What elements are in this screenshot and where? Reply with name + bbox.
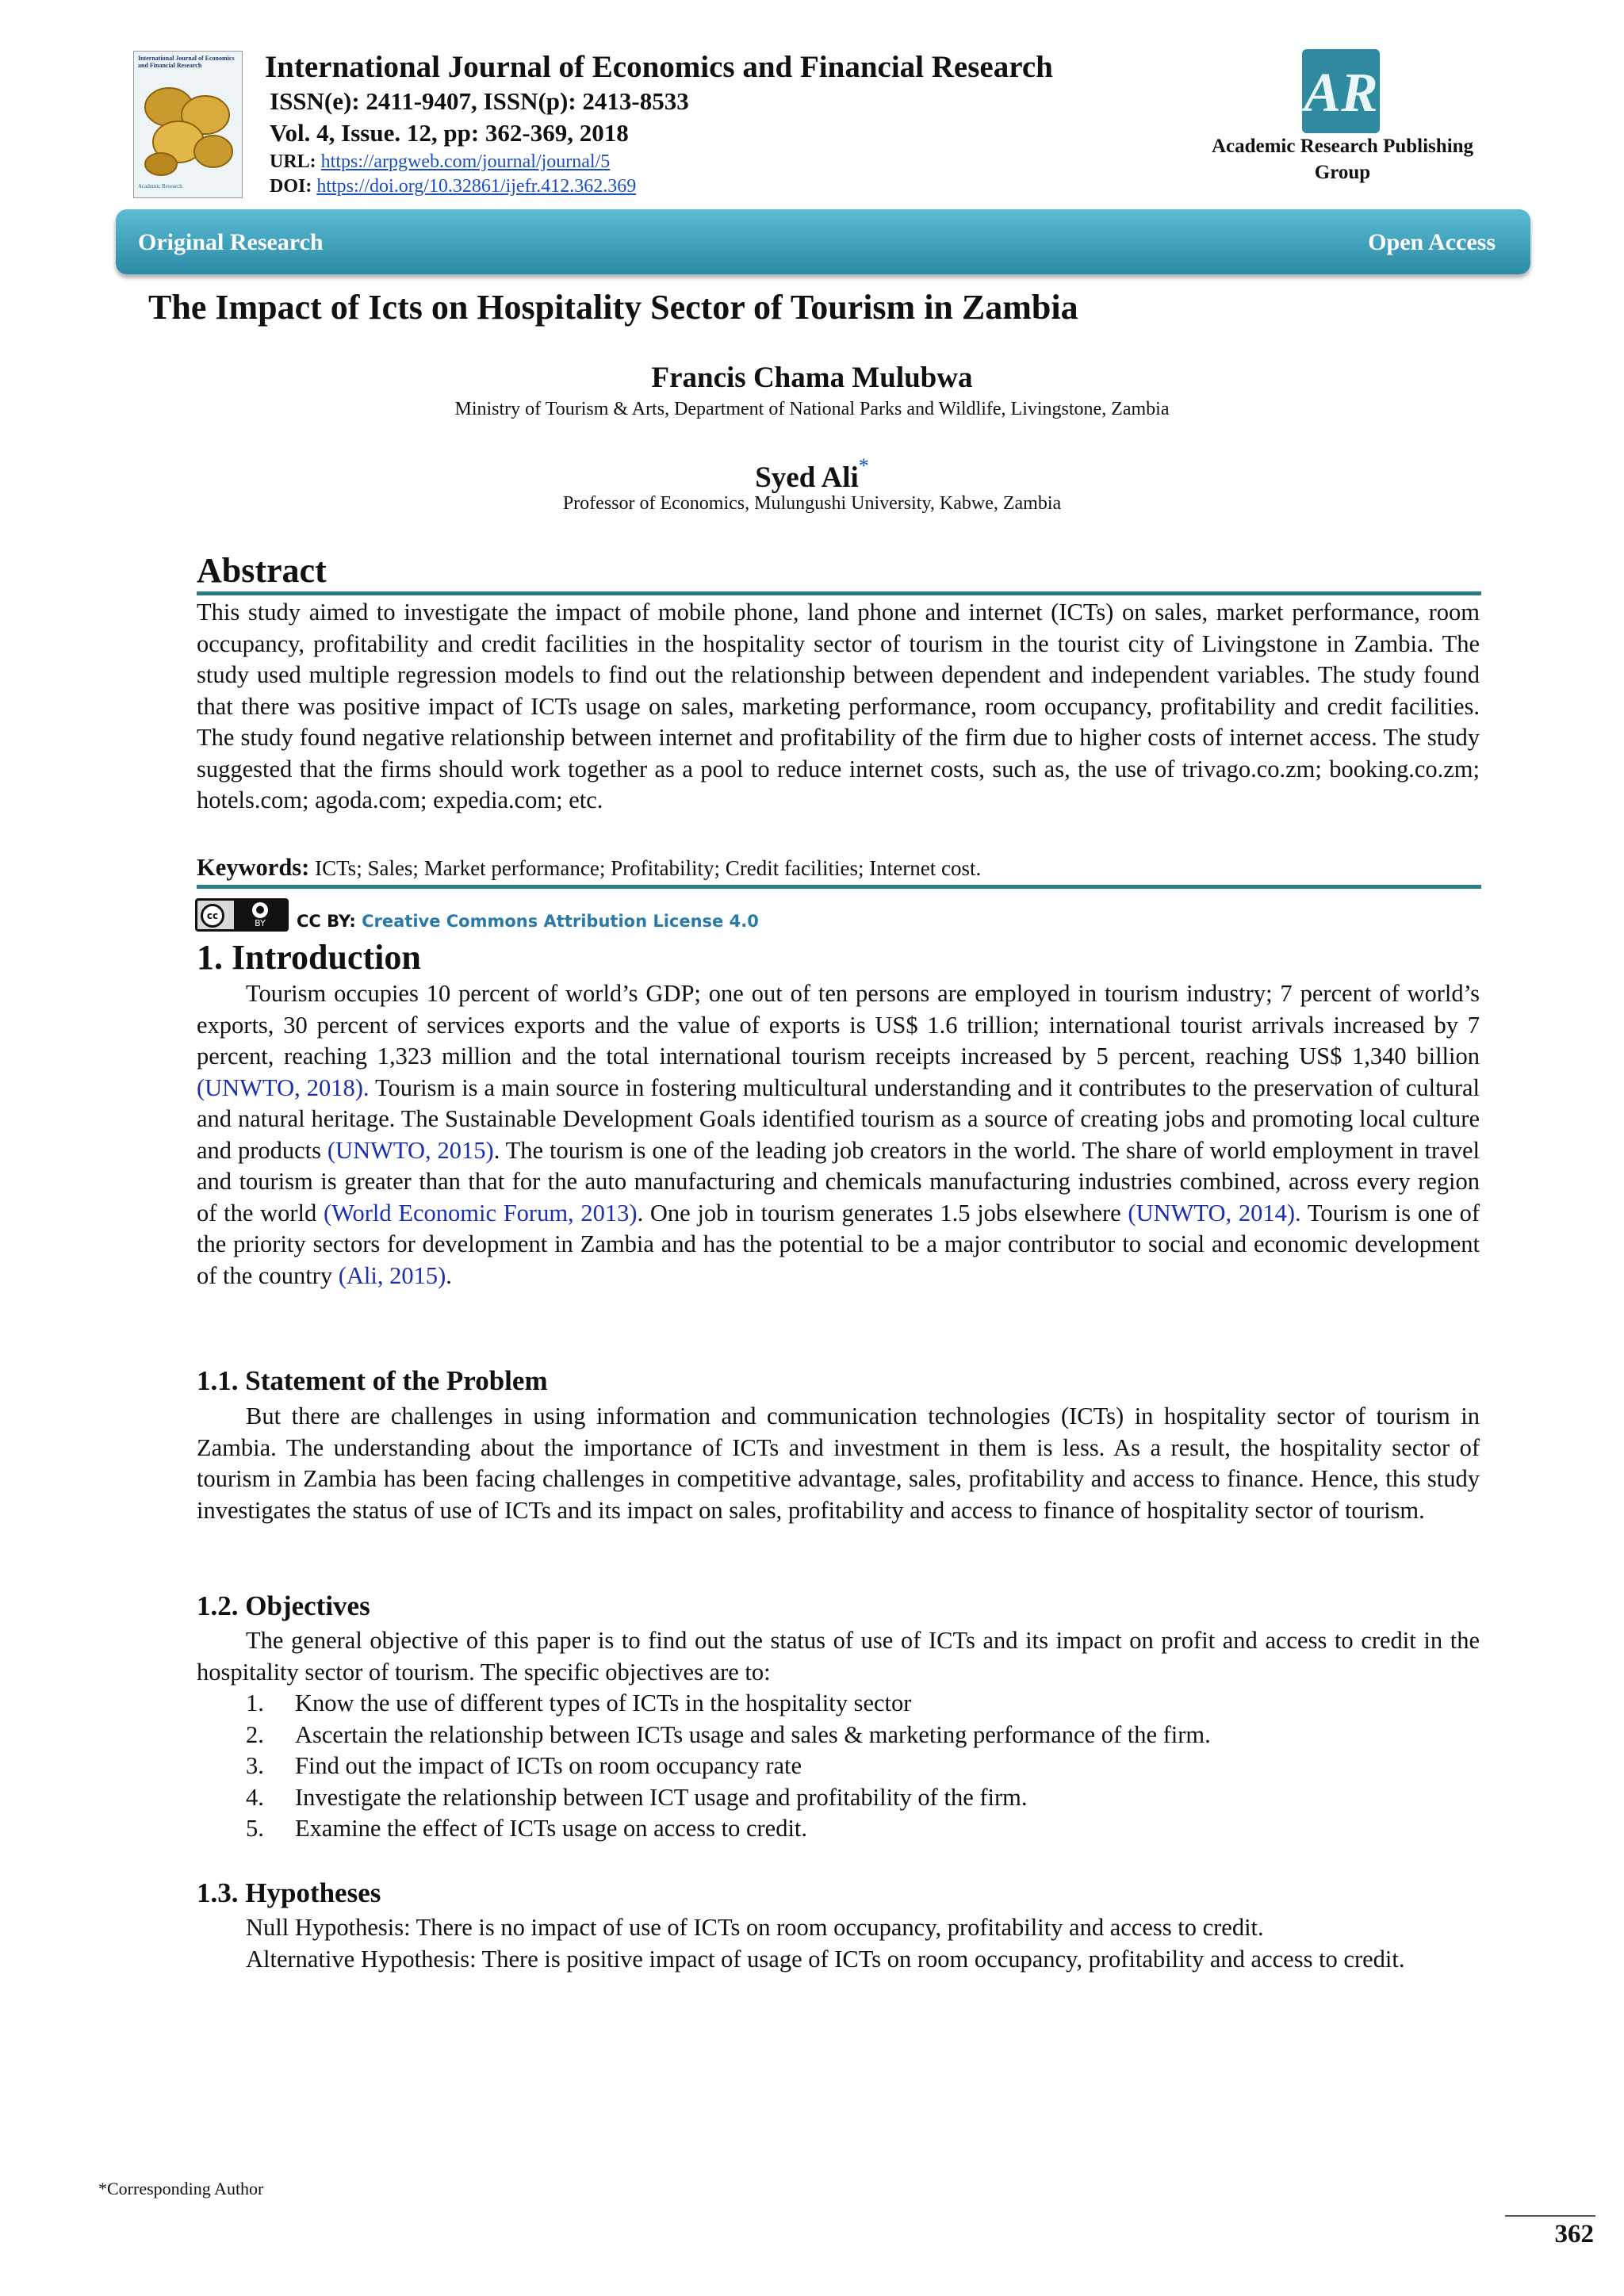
publisher-logo — [1302, 49, 1380, 133]
author-affiliation: Professor of Economics, Mulungushi University, Kabwe, Zambia — [562, 493, 1062, 514]
license-link[interactable]: Creative Commons Attribution License 4.0 — [362, 912, 759, 931]
objective-number: 1. — [246, 1689, 264, 1716]
objective-text: Examine the effect of ICTs usage on access to credit. — [295, 1815, 808, 1842]
statement-of-problem-heading: 1.1. Statement of the Problem — [197, 1365, 548, 1396]
objective-number: 5. — [246, 1815, 264, 1842]
citation-link[interactable]: (UNWTO, 2015) — [327, 1136, 494, 1164]
null-hypothesis: Null Hypothesis: There is no impact of use of ICTs on room occupancy, profitability and access to credit. — [246, 1914, 1264, 1941]
intro-text-part: Tourism is a main source in fostering multicultural understanding and it contributes to the preservation of cultural and natural heritage. The Sustainable Development Goals identified tourism as a source of creating jobs and promoting local culture and products — [197, 1073, 1480, 1164]
corresponding-author-marker[interactable]: * — [858, 454, 869, 477]
objective-item — [197, 1688, 1480, 1720]
introduction-paragraph — [197, 978, 1480, 1292]
publisher-logo-letters: AR — [1304, 63, 1378, 124]
objective-number: 3. — [246, 1752, 264, 1779]
intro-text-part: . — [446, 1261, 452, 1289]
journal-name: International Journal of Economics and Financial Research — [265, 50, 1053, 84]
objective-item — [197, 1813, 1480, 1845]
hypotheses-heading: 1.3. Hypotheses — [197, 1877, 381, 1908]
person-icon: ● — [252, 902, 268, 918]
journal-cover-image — [133, 51, 243, 198]
author-name-text: Syed Ali — [755, 461, 859, 494]
objectives-intro: The general objective of this paper is to find out the status of use of ICTs and its impact on profit and access to credit in the hospitality sector of tourism. The specific objectives are to: — [197, 1627, 1480, 1686]
hypotheses-section — [197, 1912, 1480, 1975]
intro-text-part: . One job in tourism generates 1.5 jobs elsewhere — [637, 1199, 1128, 1226]
volume-line: Vol. 4, Issue. 12, pp: 362-369, 2018 — [270, 119, 629, 147]
open-access-label: Open Access — [1368, 229, 1496, 255]
keywords-label: Keywords: — [197, 854, 310, 881]
citation-link[interactable]: (UNWTO, 2014). — [1128, 1199, 1301, 1226]
doi-line — [270, 176, 636, 197]
abstract-divider-top — [197, 591, 1481, 595]
objective-text: Find out the impact of ICTs on room occupancy rate — [295, 1752, 802, 1779]
objective-number: 2. — [246, 1720, 264, 1748]
abstract-divider-bottom — [197, 885, 1481, 889]
page-number: 362 — [1554, 2220, 1594, 2248]
citation-link[interactable]: (Ali, 2015) — [338, 1261, 446, 1289]
statement-of-problem-paragraph: But there are challenges in using information and communication technologies (ICTs) in hospitality sector of tourism in Zambia. The understanding about the importance of ICTs and investment in them is less. As a result, the hospitality sector of tourism in Zambia has been facing challenges in competitive advantage, sales, profitability and access to finance. Hence, this study investigates the status of use of ICTs and its impact on sales, profitability and access to finance of hospitality sector of tourism. — [197, 1402, 1480, 1524]
alternative-hypothesis: Alternative Hypothesis: There is positive impact of usage of ICTs on room occupancy, profitability and access to credit. — [246, 1945, 1405, 1973]
objective-item — [197, 1720, 1480, 1751]
introduction-heading: 1. Introduction — [197, 938, 421, 977]
url-label: URL: — [270, 151, 316, 172]
citation-link[interactable]: (UNWTO, 2018). — [197, 1073, 370, 1101]
objective-item — [197, 1751, 1480, 1782]
objective-text: Ascertain the relationship between ICTs usage and sales & marketing performance of the firm. — [295, 1720, 1211, 1748]
objective-text: Know the use of different types of ICTs in the hospitality sector — [295, 1689, 912, 1716]
cc-by-badge-icon[interactable] — [195, 898, 289, 932]
url-line — [270, 151, 610, 173]
by-label: BY — [255, 918, 266, 928]
abstract-text: This study aimed to investigate the impact of mobile phone, land phone and internet (ICTs) on sales, market performance, room occupancy, profitability and credit facilities in the hospitality sector of tourism in the tourist city of Livingstone in Zambia. The study used multiple regression models to find out the relationship between dependent and independent variables. The study found that there was positive impact of ICTs usage on sales, marketing performance, room occupancy, profitability and credit facilities. The study found negative relationship between internet and profitability of the firm due to higher costs of internet access. The study suggested that the firms should work together as a pool to reduce internet costs, such as, the use of trivago.co.zm; booking.co.zm; hotels.com; agoda.com; expedia.com; etc. — [197, 599, 1480, 813]
objectives-list — [197, 1688, 1480, 1845]
original-research-label: Original Research — [138, 229, 324, 255]
keywords-line — [197, 852, 1480, 885]
publisher-name: Academic Research Publishing Group — [1211, 136, 1474, 183]
author-name — [0, 454, 1624, 495]
objective-number: 4. — [246, 1783, 264, 1811]
intro-text-part: Tourism is one of the priority sectors for development in Zambia and has the potential to be a major contributor to social and economic development of the country — [197, 1199, 1480, 1289]
objectives-heading: 1.2. Objectives — [197, 1590, 370, 1621]
corresponding-author-note: *Corresponding Author — [98, 2179, 264, 2198]
coins-illustration — [140, 75, 236, 178]
paper-title: The Impact of Icts on Hospitality Sector of Tourism in Zambia — [148, 288, 1078, 327]
article-type-banner — [116, 209, 1530, 274]
objective-text: Investigate the relationship between ICT usage and profitability of the firm. — [295, 1783, 1028, 1811]
journal-url-link[interactable]: https://arpgweb.com/journal/journal/5 — [320, 151, 611, 172]
intro-text-part: . The tourism is one of the leading job creators in the world. The share of world employment in travel and tourism is greater than that for the auto manufacturing and chemicals manufacturing industries combined, across every region of the world — [197, 1136, 1480, 1226]
citation-link[interactable]: (World Economic Forum, 2013) — [323, 1199, 638, 1226]
abstract-heading: Abstract — [197, 551, 327, 590]
cover-publisher-logo: Academic Research — [138, 183, 182, 189]
footer-divider — [1505, 2215, 1595, 2217]
by-logo — [234, 901, 286, 929]
license-prefix: CC BY: — [297, 912, 356, 931]
objective-item — [197, 1782, 1480, 1814]
author-affiliation: Ministry of Tourism & Arts, Department of National Parks and Wildlife, Livingstone, Zambia — [454, 399, 1170, 419]
cover-title: International Journal of Economics and Financial Research — [138, 55, 235, 69]
cc-logo-icon: cc — [201, 904, 224, 928]
issn-line: ISSN(e): 2411-9407, ISSN(p): 2413-8533 — [270, 87, 689, 115]
license-line — [297, 912, 759, 931]
author-name: Francis Chama Mulubwa — [651, 362, 973, 394]
objectives-section — [197, 1625, 1480, 1845]
doi-label: DOI: — [270, 176, 312, 197]
intro-text-part: Tourism occupies 10 percent of world’s GDP; one out of ten persons are employed in tourism industry; 7 percent of world’s exports, 30 percent of services exports and the value of exports is US$ 1.6 trillion; international tourist arrivals increased by 7 percent, reaching 1,323 million and the total international tourism receipts increased by 5 percent, reaching US$ 1,340 billion — [197, 980, 1480, 1070]
keywords-text: ICTs; Sales; Market performance; Profitability; Credit facilities; Internet cost. — [315, 856, 982, 880]
doi-link[interactable]: https://doi.org/10.32861/ijefr.412.362.369 — [316, 176, 637, 197]
